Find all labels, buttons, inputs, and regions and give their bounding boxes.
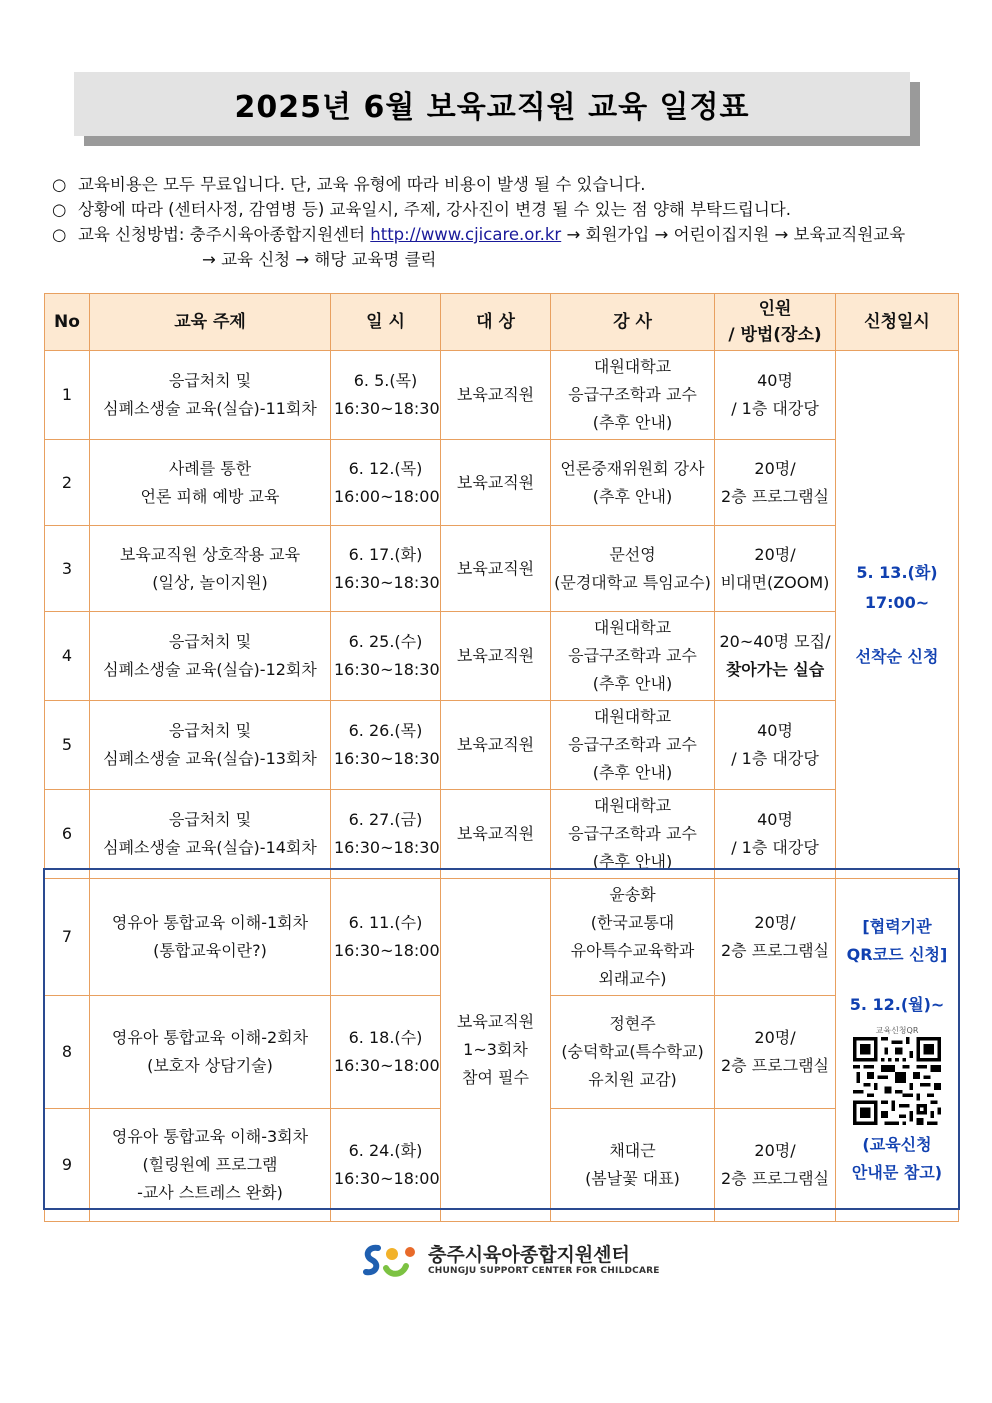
center-name-en: CHUNGJU SUPPORT CENTER FOR CHILDCARE: [428, 1266, 660, 1276]
notes: [52, 172, 982, 272]
header-topic: 교육 주제: [90, 294, 331, 351]
header-instructor: 강 사: [551, 294, 715, 351]
cell-topic: 응급처치 및 심폐소생술 교육(실습)-12회차: [90, 612, 331, 701]
cell-instructor: 대원대학교 응급구조학과 교수 (추후 안내): [551, 351, 715, 440]
cell-capacity: 20~40명 모집/ 찾아가는 실습: [715, 612, 836, 701]
header-date: 일 시: [331, 294, 441, 351]
cell-date: 6. 17.(화) 16:30~18:30: [331, 526, 441, 612]
cell-no: 8: [45, 996, 90, 1109]
table-row: [45, 701, 959, 790]
note-text: → 교육 신청 → 해당 교육명 클릭: [202, 250, 437, 269]
cell-target: 보육교직원: [441, 526, 551, 612]
note-text: 교육 신청방법: 충주시육아종합지원센터: [78, 225, 366, 244]
cell-capacity: 20명/ 2층 프로그램실: [715, 440, 836, 526]
table-row: [45, 351, 959, 440]
cell-capacity: 40명 / 1층 대강당: [715, 351, 836, 440]
cell-date: 6. 27.(금) 16:30~18:30: [331, 790, 441, 879]
header-capacity: 인원 / 방법(장소): [715, 294, 836, 351]
table-row: [45, 526, 959, 612]
cell-date: 6. 18.(수) 16:30~18:00: [331, 996, 441, 1109]
note-line-3: [52, 222, 982, 247]
cell-target: 보육교직원: [441, 351, 551, 440]
bullet-icon: ○: [52, 175, 67, 194]
cell-group-target: 보육교직원 1~3회차 참여 필수: [441, 879, 551, 1222]
cell-target: 보육교직원: [441, 701, 551, 790]
cell-topic: 영유아 통합교육 이해-3회차 (힐링원예 프로그램 -교사 스트레스 완화): [90, 1109, 331, 1222]
cell-date: 6. 26.(목) 16:30~18:30: [331, 701, 441, 790]
cell-instructor: 언론중재위원회 강사 (추후 안내): [551, 440, 715, 526]
cell-instructor: 문선영 (문경대학교 특임교수): [551, 526, 715, 612]
cell-target: 보육교직원: [441, 612, 551, 701]
cell-no: 9: [45, 1109, 90, 1222]
center-name-ko: 충주시육아종합지원센터: [428, 1244, 630, 1266]
cell-instructor: 채대근 (봄날꽃 대표): [551, 1109, 715, 1222]
note-text: 교육비용은 모두 무료입니다. 단, 교육 유형에 따라 비용이 발생 될 수 있습니다.: [78, 175, 646, 194]
cell-instructor: 대원대학교 응급구조학과 교수 (추후 안내): [551, 612, 715, 701]
cell-no: 4: [45, 612, 90, 701]
cell-no: 5: [45, 701, 90, 790]
cell-topic: 사례를 통한 언론 피해 예방 교육: [90, 440, 331, 526]
cell-capacity: 20명/ 2층 프로그램실: [715, 879, 836, 996]
bullet-icon: ○: [52, 200, 67, 219]
schedule-table: [44, 293, 959, 1222]
qr-code-icon[interactable]: [853, 1037, 941, 1125]
note-line-2: [52, 197, 982, 222]
cell-instructor: 대원대학교 응급구조학과 교수 (추후 안내): [551, 701, 715, 790]
cell-target: 보육교직원: [441, 440, 551, 526]
cell-date: 6. 24.(화) 16:30~18:00: [331, 1109, 441, 1222]
cell-no: 3: [45, 526, 90, 612]
cell-no: 1: [45, 351, 90, 440]
cell-topic: 응급처치 및 심폐소생술 교육(실습)-11회차: [90, 351, 331, 440]
cell-instructor: 윤송화 (한국교통대 유아특수교육학과 외래교수): [551, 879, 715, 996]
qr-label: 교육신청QR: [875, 1026, 919, 1035]
cell-date: 6. 25.(수) 16:30~18:30: [331, 612, 441, 701]
cell-no: 2: [45, 440, 90, 526]
header-apply: 신청일시: [836, 294, 959, 351]
table-row: [45, 879, 959, 996]
cell-capacity: 20명/ 2층 프로그램실: [715, 996, 836, 1109]
cell-instructor: 정현주 (숭덕학교(특수학교) 유치원 교감): [551, 996, 715, 1109]
cell-topic: 응급처치 및 심폐소생술 교육(실습)-13회차: [90, 701, 331, 790]
note-line-4: [52, 247, 982, 272]
cell-topic: 영유아 통합교육 이해-1회차 (통합교육이란?): [90, 879, 331, 996]
cell-capacity: 20명/ 비대면(ZOOM): [715, 526, 836, 612]
cell-apply-a: 5. 13.(화) 17:00~ 선착순 신청: [836, 351, 959, 879]
cell-target: 보육교직원: [441, 790, 551, 879]
cell-no: 6: [45, 790, 90, 879]
cell-topic: 영유아 통합교육 이해-2회차 (보호자 상담기술): [90, 996, 331, 1109]
note-text: 상황에 따라 (센터사정, 감염병 등) 교육일시, 주제, 강사진이 변경 될 수 있는 점 양해 부탁드립니다.: [78, 200, 791, 219]
cell-topic: 응급처치 및 심폐소생술 교육(실습)-14회차: [90, 790, 331, 879]
cell-date: 6. 11.(수) 16:30~18:00: [331, 879, 441, 996]
footer-logo: [360, 1238, 660, 1282]
center-logo-icon: [360, 1238, 424, 1282]
cell-apply-b: [협력기관 QR코드 신청] 5. 12.(월)~ 교육신청QR (교육신청 안내문 참고): [836, 879, 959, 1222]
cell-capacity: 20명/ 2층 프로그램실: [715, 1109, 836, 1222]
cell-instructor: 대원대학교 응급구조학과 교수 (추후 안내): [551, 790, 715, 879]
bullet-icon: ○: [52, 225, 67, 244]
note-line-1: [52, 172, 982, 197]
table-row: [45, 440, 959, 526]
cell-date: 6. 5.(목) 16:30~18:30: [331, 351, 441, 440]
cell-topic: 보육교직원 상호작용 교육 (일상, 놀이지원): [90, 526, 331, 612]
cell-date: 6. 12.(목) 16:00~18:00: [331, 440, 441, 526]
table-header-row: [45, 294, 959, 351]
page-title: 2025년 6월 보육교직원 교육 일정표: [234, 90, 750, 125]
table-row: [45, 612, 959, 701]
table-row: [45, 790, 959, 879]
cell-no: 7: [45, 879, 90, 996]
title-box: [74, 72, 910, 136]
cell-capacity: 40명 / 1층 대강당: [715, 790, 836, 879]
cell-capacity: 40명 / 1층 대강당: [715, 701, 836, 790]
header-no: No: [45, 294, 90, 351]
website-link[interactable]: http://www.cjicare.or.kr: [370, 225, 562, 244]
note-text: → 회원가입 → 어린이집지원 → 보육교직원교육: [566, 225, 906, 244]
header-target: 대 상: [441, 294, 551, 351]
